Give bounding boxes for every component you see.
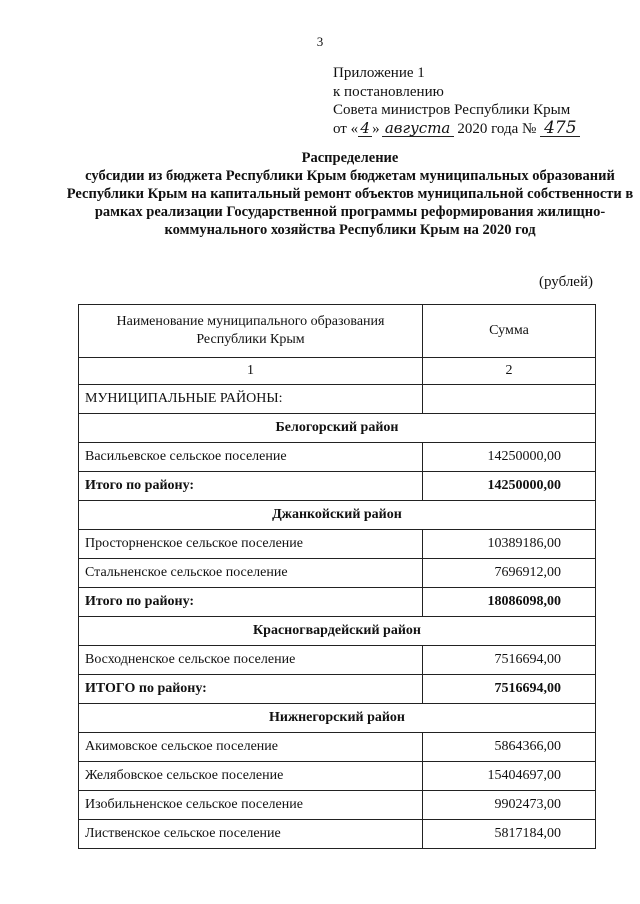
table-row (79, 820, 596, 849)
handwritten-day: 4 (358, 121, 372, 137)
row-sum-cell: 5817184,00 (423, 820, 596, 849)
section-row (79, 414, 596, 443)
appendix-line-2: к постановлению (333, 83, 444, 100)
row-name-cell: Просторненское сельское поселение (79, 530, 423, 559)
row-name-cell: Итого по району: (79, 588, 423, 617)
title-body: субсидии из бюджета Республики Крым бюджетам муниципальных образований Республики Крым на капитальный ремонт объектов муниципальной собственности в рамках реализации Государственной программы реформирования жилищно-коммунального хозяйства Республики Крым на 2020 год (66, 168, 634, 238)
table-row (79, 530, 596, 559)
row-name-cell: Стальненское сельское поселение (79, 559, 423, 588)
section-row (79, 617, 596, 646)
total-row (79, 472, 596, 501)
row-sum-cell (423, 385, 596, 414)
total-row (79, 675, 596, 704)
table-row (79, 385, 596, 414)
subsidy-table (78, 304, 596, 849)
total-row (79, 588, 596, 617)
appendix-date-line (333, 117, 580, 139)
row-sum-cell: 5864366,00 (423, 733, 596, 762)
row-name-cell: Васильевское сельское поселение (79, 443, 423, 472)
table-row (79, 443, 596, 472)
row-sum-cell: 14250000,00 (423, 443, 596, 472)
date-suffix: 2020 года № (457, 120, 537, 137)
row-name-cell: ИТОГО по району: (79, 675, 423, 704)
table-row (79, 762, 596, 791)
units-label: (рублей) (538, 274, 593, 290)
index-cell-1: 1 (79, 358, 423, 385)
header-name-cell: Наименование муниципального образования Республики Крым (79, 305, 423, 358)
appendix-block (333, 64, 580, 138)
header-sum-cell: Сумма (423, 305, 596, 358)
table-row (79, 791, 596, 820)
section-row (79, 501, 596, 530)
section-title: Белогорский район (79, 414, 596, 443)
date-prefix: от « (333, 120, 359, 137)
table-index-row (79, 358, 596, 385)
section-row (79, 704, 596, 733)
handwritten-month: августа (382, 121, 454, 137)
row-name-cell: Акимовское сельское поселение (79, 733, 423, 762)
row-name-cell: Лиственское сельское поселение (79, 820, 423, 849)
row-sum-cell: 10389186,00 (423, 530, 596, 559)
date-mid: » (372, 120, 380, 137)
row-sum-cell: 7696912,00 (423, 559, 596, 588)
row-sum-cell: 15404697,00 (423, 762, 596, 791)
page-number: 3 (316, 34, 324, 49)
row-name-cell: Восходненское сельское поселение (79, 646, 423, 675)
row-sum-cell: 18086098,00 (423, 588, 596, 617)
table-row (79, 733, 596, 762)
row-sum-cell: 7516694,00 (423, 646, 596, 675)
appendix-line-1: Приложение 1 (333, 65, 425, 81)
section-title: Нижнегорский район (79, 704, 596, 733)
table-row (79, 559, 596, 588)
table-row (79, 646, 596, 675)
row-name-cell: Желябовское сельское поселение (79, 762, 423, 791)
row-name-cell: Изобильненское сельское поселение (79, 791, 423, 820)
section-title: Красногвардейский район (79, 617, 596, 646)
row-sum-cell: 9902473,00 (423, 791, 596, 820)
document-title (60, 149, 640, 239)
section-title: Джанкойский район (79, 501, 596, 530)
row-sum-cell: 14250000,00 (423, 472, 596, 501)
row-sum-cell: 7516694,00 (423, 675, 596, 704)
row-name-cell: МУНИЦИПАЛЬНЫЕ РАЙОНЫ: (79, 385, 423, 414)
appendix-line-3: Совета министров Республики Крым (333, 102, 571, 118)
index-cell-2: 2 (423, 358, 596, 385)
title-heading: Распределение (301, 150, 399, 166)
table-header-row (79, 305, 596, 358)
handwritten-doc-number: 475 (540, 121, 580, 137)
row-name-cell: Итого по району: (79, 472, 423, 501)
